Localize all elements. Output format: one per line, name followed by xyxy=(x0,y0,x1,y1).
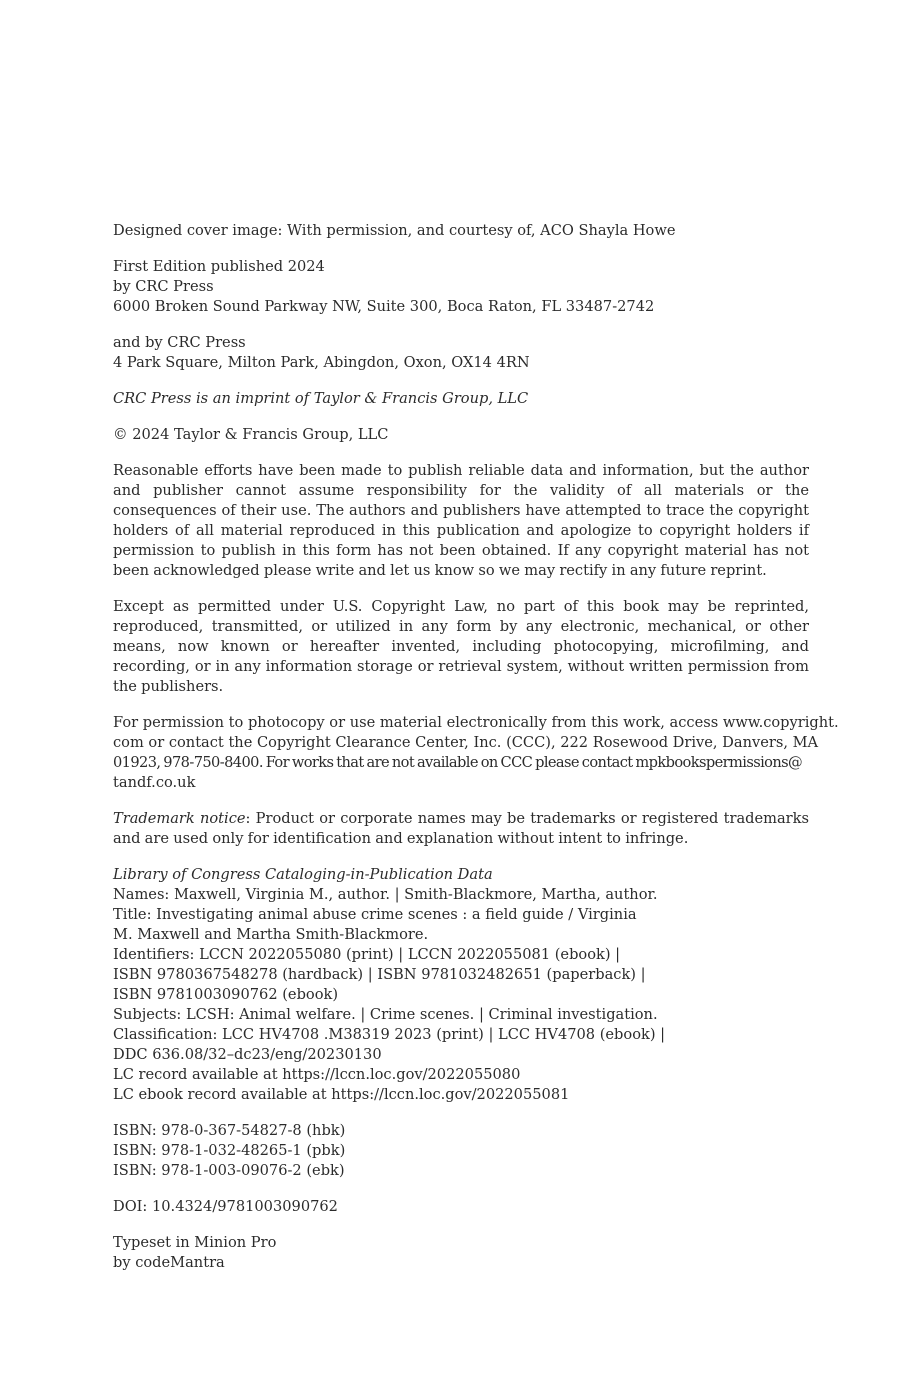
cip-data xyxy=(113,865,809,1105)
second-publisher-line: and by CRC Press xyxy=(113,334,246,351)
cover-credit xyxy=(113,221,809,241)
cip-heading: Library of Congress Cataloging-in-Publication Data xyxy=(113,866,493,883)
typeset-font: Typeset in Minion Pro xyxy=(113,1234,277,1251)
photocopy-line: For permission to photocopy or use material electronically from this work, access www.copyright. xyxy=(113,714,839,731)
second-publisher-info xyxy=(113,333,809,373)
imprint-statement xyxy=(113,389,809,409)
photocopy-line: tandf.co.uk xyxy=(113,774,196,791)
trademark-label: Trademark notice xyxy=(113,810,246,827)
isbn-list xyxy=(113,1121,809,1181)
cip-line: LC record available at https://lccn.loc.gov/2022055080 xyxy=(113,1066,521,1083)
cip-line: Names: Maxwell, Virginia M., author. | Smith-Blackmore, Martha, author. xyxy=(113,886,658,903)
edition-info xyxy=(113,257,809,317)
trademark-text: : Product or corporate names may be trademarks or registered trademarks and are used only for identification and explanation without intent to infringe. xyxy=(113,810,809,847)
publisher-line: by CRC Press xyxy=(113,278,214,295)
second-publisher-address: 4 Park Square, Milton Park, Abingdon, Oxon, OX14 4RN xyxy=(113,354,530,371)
copyright-text: © 2024 Taylor & Francis Group, LLC xyxy=(113,426,389,443)
cip-line: ISBN 9780367548278 (hardback) | ISBN 9781032482651 (paperback) | xyxy=(113,966,646,983)
isbn-hbk: ISBN: 978-0-367-54827-8 (hbk) xyxy=(113,1122,346,1139)
photocopy-line: com or contact the Copyright Clearance Center, Inc. (CCC), 222 Rosewood Drive, Danvers, MA xyxy=(113,734,819,751)
typeset-by: by codeMantra xyxy=(113,1254,225,1271)
doi xyxy=(113,1197,809,1217)
photocopy-paragraph xyxy=(113,713,839,793)
cip-line: Identifiers: LCCN 2022055080 (print) | LCCN 2022055081 (ebook) | xyxy=(113,946,621,963)
cip-line: Subjects: LCSH: Animal welfare. | Crime scenes. | Criminal investigation. xyxy=(113,1006,658,1023)
disclaimer-paragraph: Reasonable efforts have been made to publish reliable data and information, but the author and publisher cannot assume responsibility for the validity of all materials or the consequences of their use. The authors and publishers have attempted to trace the copyright holders of all material reproduced in this publication and apologize to copyright holders if permission to publish in this form has not been obtained. If any copyright material has not been acknowledged please write and let us know so we may rectify in any future reprint. xyxy=(113,462,809,579)
trademark-notice xyxy=(113,809,809,849)
cip-line: ISBN 9781003090762 (ebook) xyxy=(113,986,339,1003)
doi-text: DOI: 10.4324/9781003090762 xyxy=(113,1198,338,1215)
cip-line: DDC 636.08/32–dc23/eng/20230130 xyxy=(113,1046,382,1063)
cip-line: LC ebook record available at https://lccn.loc.gov/2022055081 xyxy=(113,1086,570,1103)
cip-line: Title: Investigating animal abuse crime scenes : a field guide / Virginia xyxy=(113,906,637,923)
copyright-notice xyxy=(113,425,809,445)
imprint-text: CRC Press is an imprint of Taylor & Francis Group, LLC xyxy=(113,390,529,407)
isbn-ebk: ISBN: 978-1-003-09076-2 (ebk) xyxy=(113,1162,345,1179)
edition-line: First Edition published 2024 xyxy=(113,258,325,275)
typeset-info xyxy=(113,1233,809,1273)
copyright-page xyxy=(113,221,839,1289)
publisher-address: 6000 Broken Sound Parkway NW, Suite 300, Boca Raton, FL 33487-2742 xyxy=(113,298,655,315)
permissions-paragraph: Except as permitted under U.S. Copyright Law, no part of this book may be reprinted, reproduced, transmitted, or utilized in any form by any electronic, mechanical, or other means, now known or hereafter invented, including photocopying, microfilming, and recording, or in any information storage or retrieval system, without written permission from the publishers. xyxy=(113,598,809,695)
photocopy-line: 01923, 978-750-8400. For works that are not available on CCC please contact mpkbookspermissions@ xyxy=(113,754,803,771)
cover-credit-text: Designed cover image: With permission, and courtesy of, ACO Shayla Howe xyxy=(113,222,676,239)
isbn-pbk: ISBN: 978-1-032-48265-1 (pbk) xyxy=(113,1142,346,1159)
cip-line: Classification: LCC HV4708 .M38319 2023 (print) | LCC HV4708 (ebook) | xyxy=(113,1026,666,1043)
cip-line: M. Maxwell and Martha Smith-Blackmore. xyxy=(113,926,429,943)
